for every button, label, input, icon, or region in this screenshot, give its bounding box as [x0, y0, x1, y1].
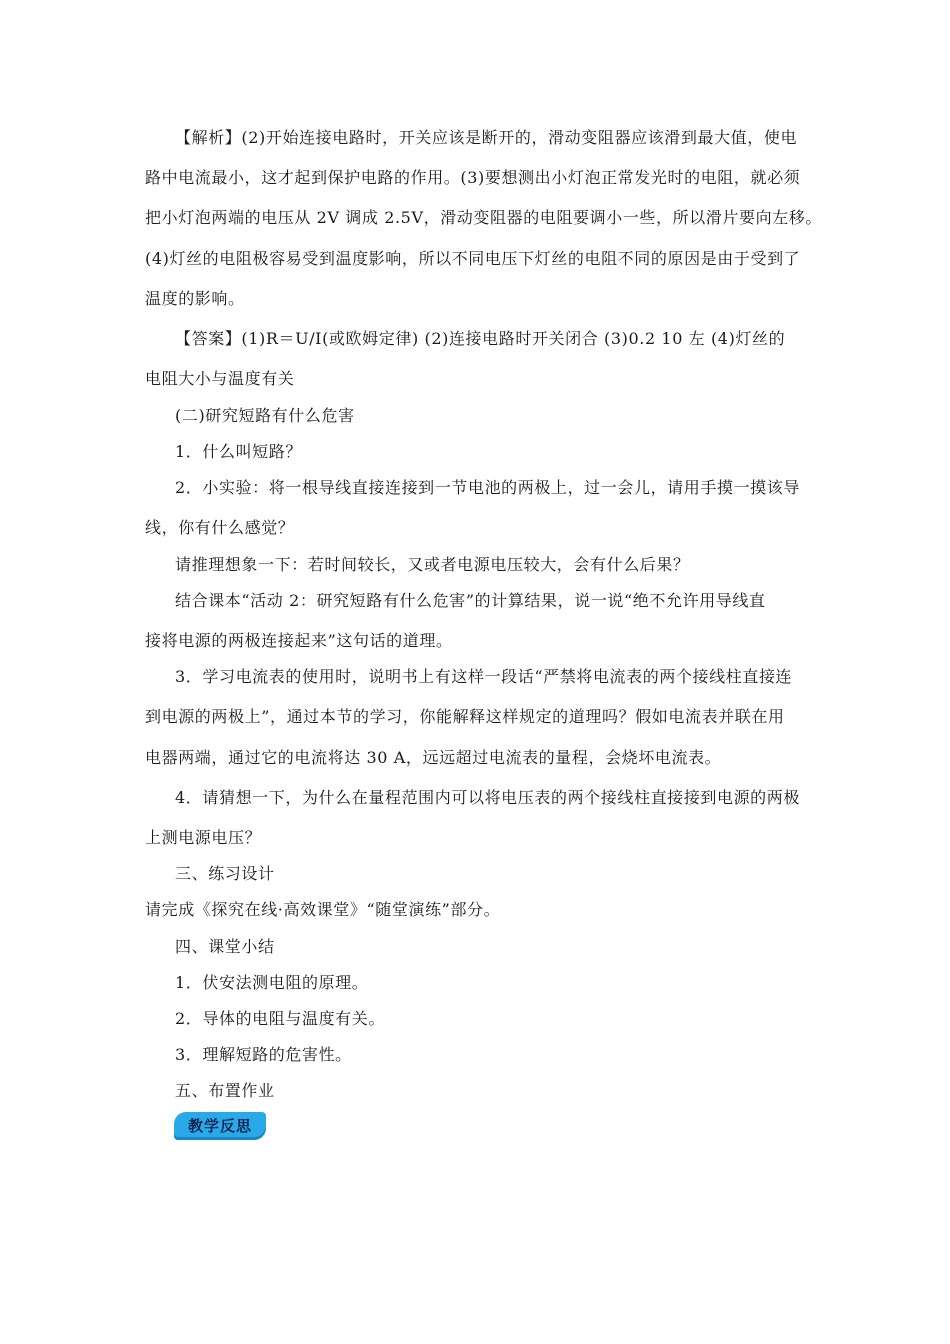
section-heading: 五、布置作业 — [175, 1081, 275, 1100]
analysis-paragraph-line: 温度的影响。 — [145, 289, 245, 308]
paragraph-line: 请推理想象一下：若时间较长，又或者电源电压较大，会有什么后果？ — [175, 555, 690, 574]
list-item: 2．小实验：将一根导线直接连接到一节电池的两极上，过一会儿，请用手摸一摸该导 — [175, 478, 800, 497]
list-item-continuation: 电器两端，通过它的电流将达 30 A，远远超过电流表的量程，会烧坏电流表。 — [145, 748, 722, 767]
analysis-paragraph-line: 把小灯泡两端的电压从 2V 调成 2.5V，滑动变阻器的电阻要调小一些，所以滑片要向左移。 — [145, 208, 822, 227]
list-item: 2．导体的电阻与温度有关。 — [175, 1009, 385, 1028]
paragraph-line: 接将电源的两极连接起来”这句话的道理。 — [145, 631, 453, 650]
list-item-continuation: 上测电源电压？ — [145, 828, 262, 847]
list-item: 1．伏安法测电阻的原理。 — [175, 973, 369, 992]
list-item: 1．什么叫短路？ — [175, 442, 302, 461]
section-heading: 三、练习设计 — [175, 864, 275, 883]
section-heading: 四、课堂小结 — [175, 937, 275, 956]
answer-paragraph-line: 【答案】(1)R＝U/I(或欧姆定律) (2)连接电路时开关闭合 (3)0.2 10 左 (4)灯丝的 — [175, 329, 786, 348]
badge-label: 教学反思 — [187, 1117, 252, 1135]
teaching-reflection-badge — [174, 1112, 266, 1140]
analysis-paragraph-line: 【解析】(2)开始连接电路时，开关应该是断开的，滑动变阻器应该滑到最大值，使电 — [175, 128, 798, 147]
paragraph-line: 请完成《探究在线·高效课堂》“随堂演练”部分。 — [145, 900, 501, 919]
section-heading: (二)研究短路有什么危害 — [175, 406, 355, 425]
list-item-continuation: 线，你有什么感觉？ — [145, 518, 295, 537]
list-item: 3．理解短路的危害性。 — [175, 1045, 352, 1064]
analysis-paragraph-line: (4)灯丝的电阻极容易受到温度影响，所以不同电压下灯丝的电阻不同的原因是由于受到了 — [145, 249, 801, 268]
paragraph-line: 结合课本“活动 2：研究短路有什么危害”的计算结果，说一说“绝不允许用导线直 — [175, 591, 766, 610]
list-item-continuation: 到电源的两极上”，通过本节的学习，你能解释这样规定的道理吗？假如电流表并联在用 — [145, 707, 785, 726]
answer-paragraph-line: 电阻大小与温度有关 — [145, 369, 295, 388]
list-item: 3．学习电流表的使用时，说明书上有这样一段话“严禁将电流表的两个接线柱直接连 — [175, 667, 793, 686]
list-item: 4．请猜想一下，为什么在量程范围内可以将电压表的两个接线柱直接接到电源的两极 — [175, 788, 800, 807]
analysis-paragraph-line: 路中电流最小，这才起到保护电路的作用。(3)要想测出小灯泡正常发光时的电阻，就必须 — [145, 168, 801, 187]
